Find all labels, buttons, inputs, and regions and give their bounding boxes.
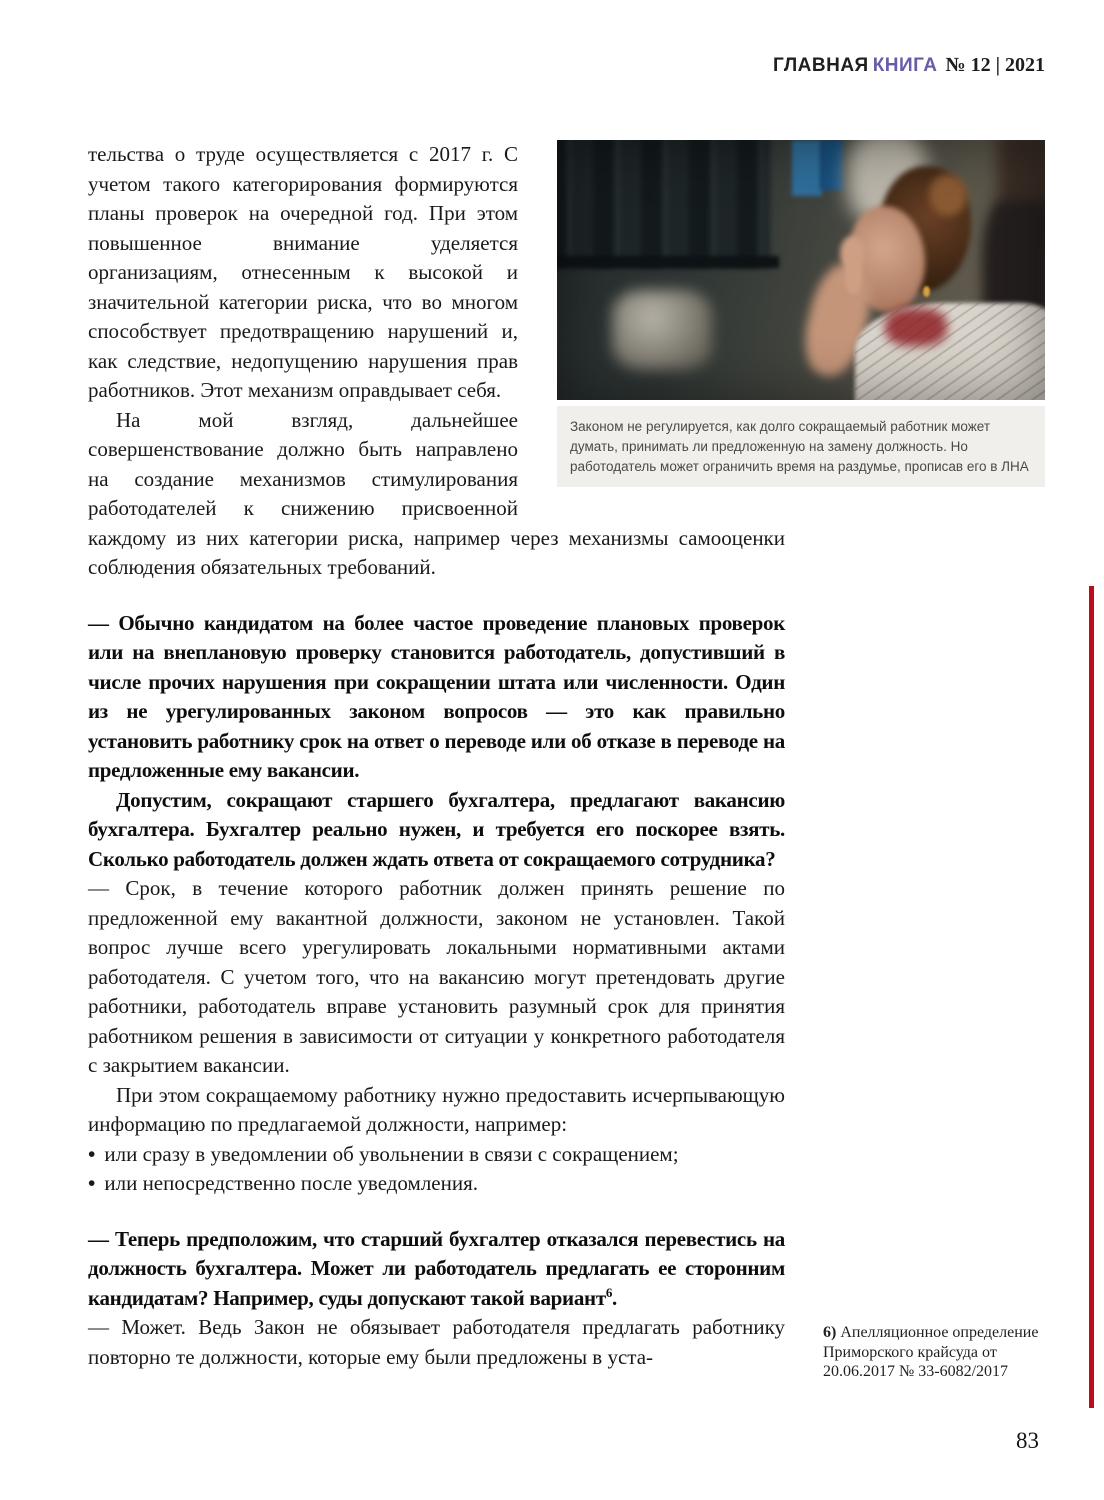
list-item	[88, 1140, 785, 1170]
answer-1-continued: При этом сокращаемому работнику нужно предоставить исчерпывающую информацию по предлагаемой должности, например:	[88, 1082, 785, 1136]
photo-vignette	[557, 140, 1045, 400]
footnote-reference: 6	[605, 1284, 613, 1300]
photo-caption: Законом не регулируется, как долго сокращаемый работник может думать, принимать ли предложенную на замену должность. Но работодатель может ограничить время на раздумье, прописав его в ЛНА	[557, 406, 1045, 487]
question-2	[88, 1225, 785, 1314]
question-1-continued: Допустим, сокращают старшего бухгалтера, предлагают вакансию бухгалтера. Бухгалтер реально нужен, и требуется его поскорее взять. Сколько работодатель должен ждать ответа от сокращаемого сотрудника?	[88, 787, 785, 871]
page-number: 83	[1016, 1428, 1039, 1453]
brand-name-black: ГЛАВНАЯ	[773, 55, 869, 76]
margin-rule	[1089, 586, 1094, 1408]
question-2-period: .	[612, 1285, 617, 1310]
article-body	[88, 140, 1045, 1372]
list-item-text: или непосредственно после уведомления.	[104, 1171, 479, 1195]
answer-1: — Срок, в течение которого работник должен принять решение по предложенной ему вакантной должности, законом не установлен. Такой вопрос лучше всего урегулировать локальными нормативными актами работодателя. С учетом того, что на вакансию могут претендовать другие работники, работодатель вправе установить разумный срок для принятия работником решения в зависимости от ситуации у конкретного работодателя с закрытием вакансии.	[88, 876, 785, 1077]
brand-name-purple: КНИГА	[872, 55, 938, 76]
answer-2: — Может. Ведь Закон не обязывает работодателя предлагать работнику повторно те должности, которые ему были предложены в уста-	[88, 1315, 785, 1369]
photo-woman-thinking	[557, 140, 1045, 400]
bullet-marker: •	[88, 1171, 96, 1195]
bullet-marker: •	[88, 1141, 96, 1166]
question-1: — Обычно кандидатом на более частое проведение плановых проверок или на внеплановую проверку становится работодатель, допустивший в числе прочих нарушения при сокращении штата или численности. Один из не урегулированных законом вопросов — это как правильно установить работнику срок на ответ о переводе или об отказе в переводе на предложенные ему вакансии.	[88, 610, 785, 782]
footnote	[823, 1323, 1055, 1382]
photo-figure	[518, 140, 1045, 520]
footnote-text: Апелляционное определение Приморского крайсуда от 20.06.2017 № 33-6082/2017	[823, 1324, 1039, 1380]
magazine-header	[773, 54, 1045, 77]
paragraph-opinion: На мой взгляд, дальнейшее совершенствование должно быть направлено на создание механизмов стимулирования работодателей к снижению присвоенной каждому из них категории риска, например через механизмы самооценки соблюдения обязательных требований.	[88, 407, 785, 579]
list-item	[88, 1169, 785, 1199]
list-item-text: или сразу в уведомлении об увольнении в связи с сокращением;	[104, 1141, 679, 1166]
issue-number: № 12 | 2021	[945, 54, 1045, 76]
paragraph-continuation: тельства о труде осуществляется с 2017 г. С учетом такого категорирования формируются планы проверок на очередной год. При этом повышенное внимание уделяется организациям, отнесенным к высокой и значительной категории риска, что во многом способствует предотвращению нарушений и, как следствие, недопущению нарушения прав работников. Этот механизм оправдывает себя.	[88, 142, 518, 402]
footnote-marker: 6)	[823, 1324, 837, 1341]
question-2-text: — Теперь предположим, что старший бухгалтер отказался перевестись на должность бухгалтера. Может ли работодатель предлагать ее сторонним кандидатам? Например, суды допускают такой вариант	[88, 1226, 785, 1310]
